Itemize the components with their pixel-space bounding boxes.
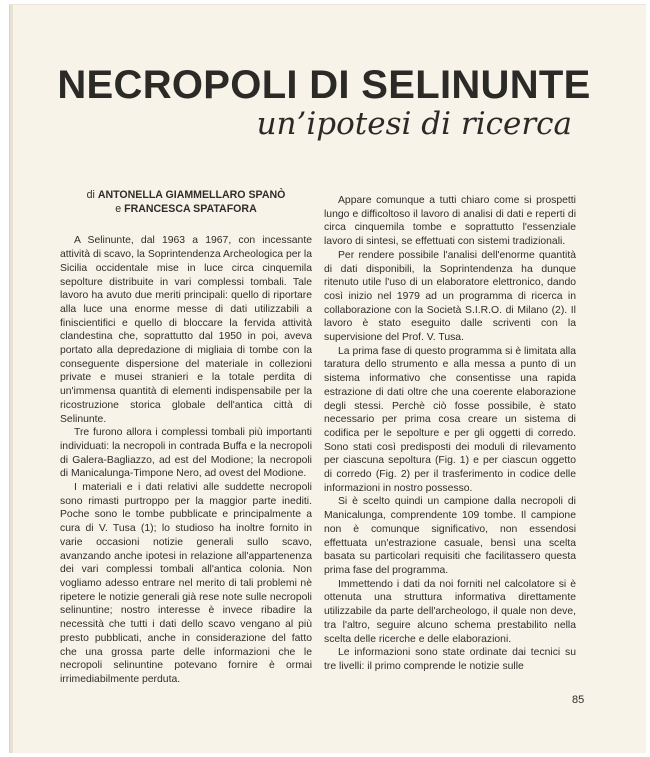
page-binding-edge <box>10 5 13 753</box>
byline <box>60 189 312 216</box>
article-subtitle: un’ipotesi di ricerca <box>256 106 572 142</box>
byline-conj: e <box>115 202 122 215</box>
paragraph: Le informazioni sono state ordinate dai tecnici su tre livelli: il primo comprende le notizie sulle <box>324 647 576 672</box>
paragraph: La prima fase di questo programma si è limitata alla taratura dello strumento e alla messa a punto di un sistema informativo che consentisse una rapida estrazione di dati oltre che una coerente elaborazione degli stessi. Perchè ciò fosse possibile, è stato necessario per prima cosa creare un sistema di codifica per le sepolture e per gli oggetti di corredo. Sono stati così predisposti dei moduli di rilevamento per ciascuna sepoltura (Fig. 1) e per ciascun oggetto di corredo (Fig. 2) per il trasferimento in codice delle informazioni in nostro possesso. <box>324 345 576 494</box>
byline-prefix: di <box>86 189 95 201</box>
paragraph: A Selinunte, dal 1963 a 1967, con incessante attività di scavo, la Soprintendenza Archeologica per la Sicilia occidentale mise in luce circa cinquemila sepolture distribuite in vari complessi tombali. Tale lavoro ha avuto due meriti principali: quello di riportare alla luce una enorme messe di dati utilizzabili a finiscientifici e quello di bloccare la fervida attività clandestina che, soprattutto dal 1950 in poi, aveva portato alla depredazione di migliaia di tombe con la conseguente dispersione del materiale in collezioni private e musei stranieri e la totale perdita di un'immensa quantità di elementi indispensabile per la ricostruzione storica globale dell'antica città di Selinunte. <box>60 235 312 425</box>
author-1: ANTONELLA GIAMMELLARO SPANÒ <box>97 189 286 201</box>
paragraph: Si è scelto quindi un campione dalla necropoli di Manicalunga, comprendente 109 tombe. Il campione non è comunque significativo, non essendosi effettuata un'estrazione casuale, bensì una scelta basata su particolari requisiti che facilitassero questa prima fase del programma. <box>324 496 576 576</box>
page-number: 85 <box>572 694 585 706</box>
author-2: FRANCESCA SPATAFORA <box>124 202 257 215</box>
right-column <box>324 194 576 674</box>
paragraph: Immettendo i dati da noi forniti nel calcolatore si è ottenuta una struttura informativa direttamente utilizzabile da parte dell'archeologo, il quale non deve, tra l'altro, seguire alcuno schema prestabilito nella scelta delle ricerche e delle elaborazioni. <box>324 578 576 645</box>
paragraph: Per rendere possibile l'analisi dell'enorme quantità di dati disponibili, la Soprintendenza ha dunque ritenuto utile l'uso di un elaboratore elettronico, dando così inizio nel 1979 ad un programma di ricerca in collaborazione con la Società S.I.R.O. di Milano (2). Il lavoro è stato eseguito dalle scriventi con la supervisione del Prof. V. Tusa. <box>324 249 576 344</box>
document-page <box>9 4 646 753</box>
article-title: NECROPOLI DI SELINUNTE <box>57 63 591 107</box>
left-column <box>60 189 312 687</box>
paragraph: Tre furono allora i complessi tombali più importanti individuati: la necropoli in contrada Buffa e la necropoli di Galera-Bagliazzo, ad est del Modione; la necropoli di Manicalunga-Timpone Nero, ad ovest del Modione. <box>60 427 312 480</box>
paragraph: I materiali e i dati relativi alle suddette necropoli sono rimasti purtroppo per la maggior parte inediti. Poche sono le tombe pubblicate e principalmente a cura di V. Tusa (1); lo studioso ha inoltre fornito in varie occasioni notizie generali sullo scavo, avanzando anche ipotesi in relazione all'appartenenza dei vari complessi tombali all'antica colonia. Non vogliamo adesso entrare nel merito di tali problemi nè ripetere le notizie generali già rese note sulle necropoli selinuntine; nostro interesse è invece ribadire la necessità che tutti i dati dello scavo vengano al più presto pubblicati, anche in considerazione del fatto che una grossa parte delle informazioni che le necropoli selinuntine potevano fornire è ormai irrimediabilmente perduta. <box>60 482 312 685</box>
paragraph: Appare comunque a tutti chiaro come si prospetti lungo e difficoltoso il lavoro di analisi di dati e reperti di circa cinquemila tombe e soprattutto l'essenziale lavoro di sintesi, se effettuati con sistemi tradizionali. <box>324 195 576 248</box>
